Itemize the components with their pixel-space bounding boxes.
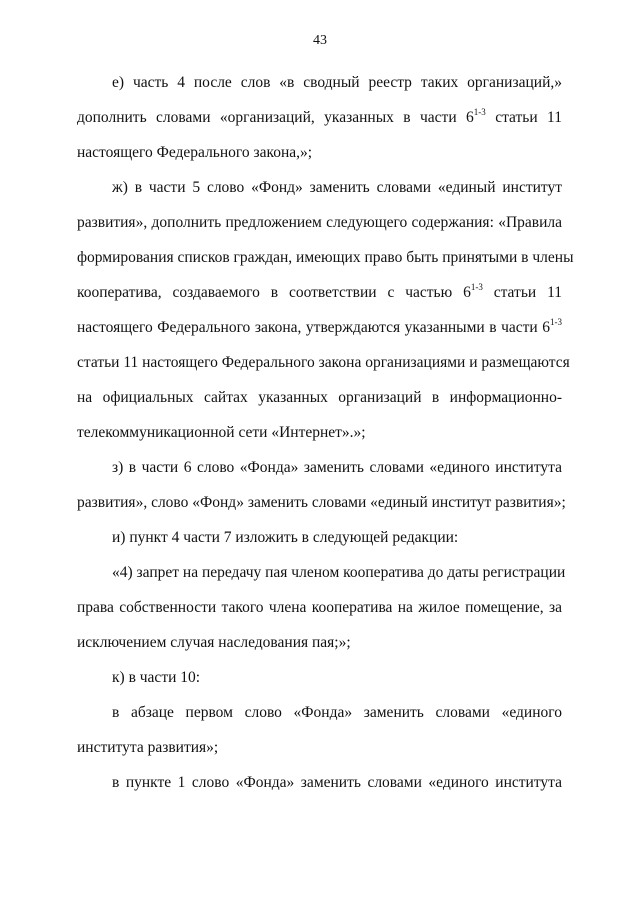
text-line: права собственности такого члена кооператива на жилое помещение, за (77, 599, 562, 616)
superscript: 1-3 (473, 107, 486, 117)
text-fragment: кооператива, создаваемого в соответствии с частью 6 (77, 284, 471, 301)
text-line: исключением случая наследования пая;»; (77, 634, 351, 651)
text-fragment: настоящего Федерального закона, утверждаются указанными в части 6 (77, 319, 550, 336)
superscript: 1-3 (470, 282, 483, 292)
text-line (77, 318, 562, 339)
text-fragment: дополнить словами «организаций, указанных в части 6 (77, 109, 474, 126)
text-line: статьи 11 настоящего Федерального закона организациями и размещаются (77, 354, 570, 371)
superscript: 1-3 (550, 317, 562, 327)
text-line: института развития»; (77, 739, 219, 756)
text-line: развития», дополнить предложением следующего содержания: «Правила (77, 214, 562, 231)
text-line: формирования списков граждан, имеющих право быть принятыми в члены (77, 249, 574, 266)
text-line: телекоммуникационной сети «Интернет».»; (77, 424, 366, 441)
text-line: ж) в части 5 слово «Фонд» заменить словами «единый институт (112, 179, 562, 196)
text-line: развития», слово «Фонд» заменить словами «единый институт развития»; (77, 494, 566, 511)
text-line: на официальных сайтах указанных организаций в информационно- (77, 389, 562, 406)
text-line: и) пункт 4 части 7 изложить в следующей редакции: (112, 529, 459, 546)
text-line: настоящего Федерального закона,»; (77, 144, 313, 161)
text-line (77, 283, 562, 304)
text-line (77, 108, 562, 129)
text-fragment: статьи 11 (485, 109, 562, 126)
text-fragment: статьи 11 (482, 284, 562, 301)
text-line: з) в части 6 слово «Фонда» заменить словами «единого института (112, 459, 562, 476)
text-line: е) часть 4 после слов «в сводный реестр таких организаций,» (112, 74, 562, 91)
document-body (77, 0, 574, 905)
page-number: 43 (313, 33, 327, 48)
text-line: «4) запрет на передачу пая членом кооператива до даты регистрации (112, 564, 566, 581)
text-line: к) в части 10: (112, 669, 201, 686)
text-line: в абзаце первом слово «Фонда» заменить словами «единого (112, 704, 562, 721)
text-line: в пункте 1 слово «Фонда» заменить словами «единого института (112, 774, 562, 791)
